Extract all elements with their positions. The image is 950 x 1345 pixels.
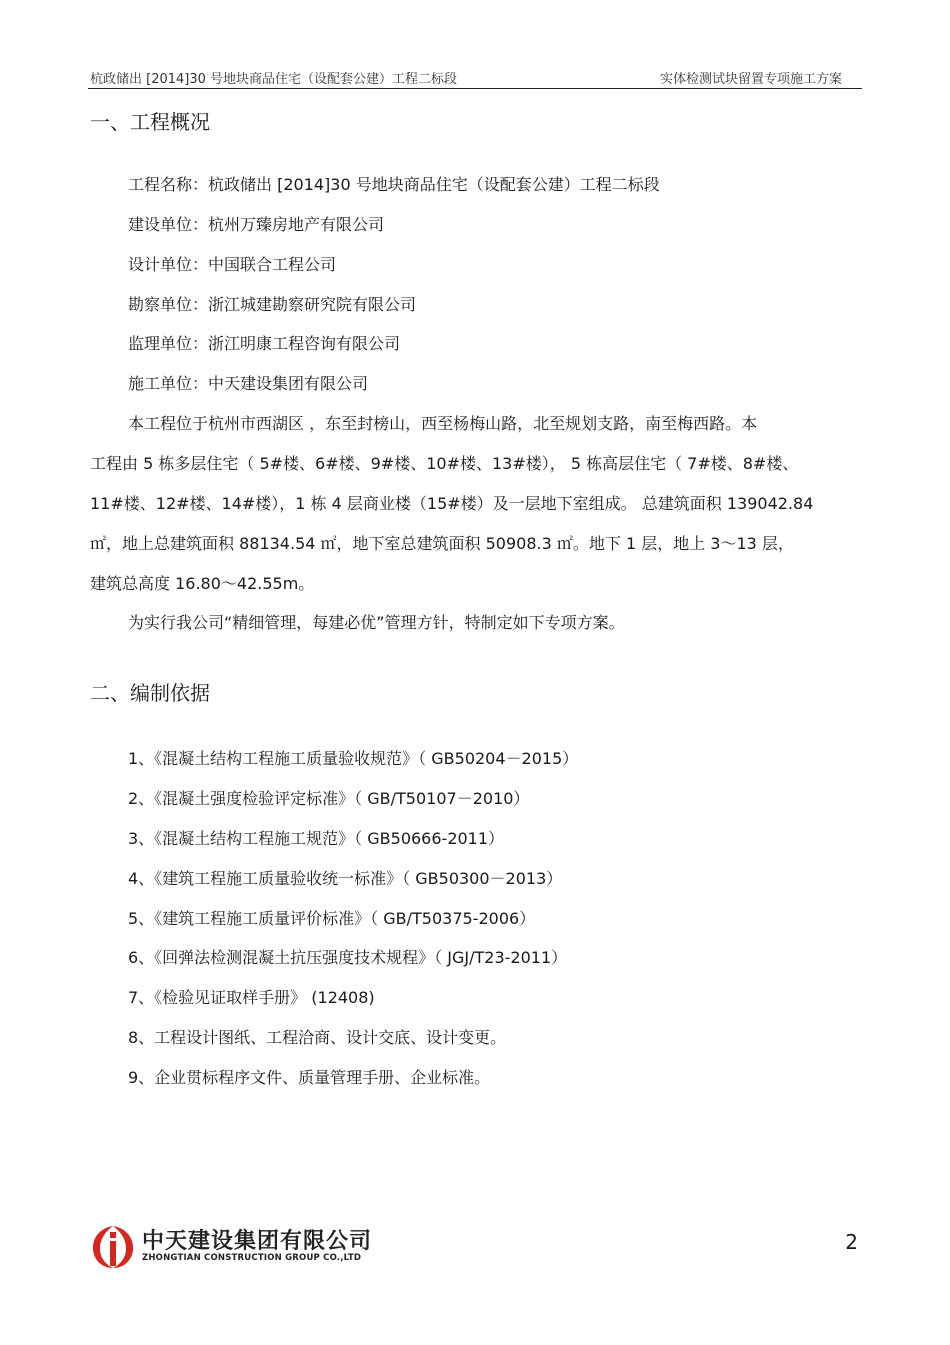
reference-item: 1、《混凝土结构工程施工质量验收规范》（ GB50204－2015）	[128, 749, 579, 768]
overview-paragraph-line: ㎡，地上总建筑面积 88134.54 ㎡，地下室总建筑面积 50908.3 ㎡。地下 1 层，地上 3～13 层，	[90, 534, 794, 553]
page-number: 2	[845, 1230, 858, 1254]
company-logo-chinese-name: 中天建设集团有限公司	[142, 1229, 373, 1254]
policy-paragraph: 为实行我公司“精细管理，每建必优”管理方针，特制定如下专项方案。	[128, 613, 625, 632]
survey-line: 勘察单位：浙江城建勘察研究院有限公司	[128, 295, 417, 314]
overview-paragraph-line: 建筑总高度 16.80～42.55m。	[90, 574, 315, 593]
overview-paragraph-line: 本工程位于杭州市西湖区 ，东至封榜山，西至杨梅山路，北至规划支路，南至梅西路。本	[128, 414, 758, 433]
reference-item: 4、《建筑工程施工质量验收统一标准》（ GB50300－2013）	[128, 869, 563, 888]
section-heading-overview: 一、工程概况	[90, 110, 210, 134]
reference-item: 8、工程设计图纸、工程洽商、设计交底、设计变更。	[128, 1028, 507, 1047]
company-logo-english-name: ZHONGTIAN CONSTRUCTION GROUP CO.,LTD	[142, 1253, 362, 1263]
owner-line: 建设单位：杭州万臻房地产有限公司	[128, 215, 385, 234]
company-logo-mark-icon	[90, 1222, 136, 1270]
reference-item: 6、《回弹法检测混凝土抗压强度技术规程》（ JGJ/T23-2011）	[128, 948, 568, 967]
reference-item: 3、《混凝土结构工程施工规范》（ GB50666-2011）	[128, 829, 505, 848]
supervisor-line: 监理单位：浙江明康工程咨询有限公司	[128, 334, 401, 353]
header-document-title: 实体检测试块留置专项施工方案	[659, 72, 842, 87]
overview-paragraph-line: 工程由 5 栋多层住宅（ 5#楼、6#楼、9#楼、10#楼、13#楼）， 5 栋高层住宅（ 7#楼、8#楼、	[90, 454, 799, 473]
reference-item: 9、企业贯标程序文件、质量管理手册、企业标准。	[128, 1068, 491, 1087]
company-logo	[90, 1222, 373, 1270]
reference-item: 5、《建筑工程施工质量评价标准》（ GB/T50375-2006）	[128, 909, 536, 928]
overview-paragraph-line: 11#楼、12#楼、14#楼），1 栋 4 层商业楼（15#楼）及一层地下室组成。 总建筑面积 139042.84	[90, 494, 814, 513]
reference-item: 2、《混凝土强度检验评定标准》（ GB/T50107－2010）	[128, 789, 530, 808]
header-project-title: 杭政储出 [2014]30 号地块商品住宅（设配套公建）工程二标段	[90, 72, 458, 87]
header-divider	[88, 88, 862, 89]
section-heading-basis: 二、编制依据	[90, 681, 210, 705]
designer-line: 设计单位：中国联合工程公司	[128, 255, 337, 274]
project-name-line: 工程名称：杭政储出 [2014]30 号地块商品住宅（设配套公建）工程二标段	[128, 175, 660, 194]
contractor-line: 施工单位：中天建设集团有限公司	[128, 374, 369, 393]
reference-item: 7、《检验见证取样手册》 (12408)	[128, 988, 375, 1007]
